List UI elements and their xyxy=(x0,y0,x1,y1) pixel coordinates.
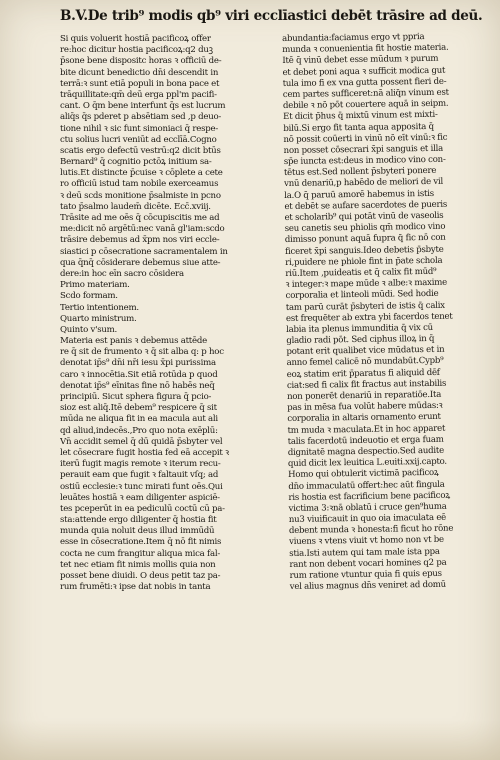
text-line: dignitatē magna despectio.Sed audite xyxy=(287,445,444,458)
text-line: viuens ꝛ vtens viuit vt homo non vt be xyxy=(289,535,444,548)
text-line: potant erit qualibet vice mūdatus et in xyxy=(286,345,445,358)
text-line: non ponerēt denariū in reparatiōe.Ita xyxy=(286,389,442,402)
text-line: iterū fugit magis remote ꝛ iterum recu- xyxy=(60,459,221,470)
text-line: ꝛ integer:ꝛ mape mūde ꝛ albe:ꝛ maxime xyxy=(285,277,447,291)
text-line: sioz est aliq̄.Itē debem⁹ respicere q̄ sit xyxy=(60,403,217,414)
text-line: perauit eam que fugit ꝛ faltauit vſq; ad xyxy=(60,470,219,481)
text-line: debile ꝛ nō pōt couertere aquā in seipm. xyxy=(282,98,449,112)
text-line: vnū denariū,p habēdo de meliori de vil xyxy=(284,177,444,190)
text-line: rum ratione vtuntur quia fi quis epus xyxy=(289,568,442,581)
text-line: Vn̄ accidit semel q̄ dū quidā p̄sbyter vel xyxy=(60,436,223,447)
text-line: corporalia in altaris ornamento erunt xyxy=(287,412,441,425)
text-line: dn̄o immaculatū offert:hec aūt fingula xyxy=(288,479,445,492)
text-line: ciat:sed fi calix fit fractus aut instabilis xyxy=(286,378,447,391)
left-text-column xyxy=(60,34,272,593)
text-line: scatis ergo defectū vestrū:q2 dicit btūs xyxy=(60,145,221,156)
text-line: rum frumēti:ꝛ ipse dat nobis in tanta xyxy=(60,582,211,593)
text-line: cant. O q̄m bene interfunt q̄s est lucrum xyxy=(60,101,226,112)
text-line: quid dicit lex leuitica L.euiti.xxij.capto. xyxy=(287,456,447,470)
text-line: denotat ip̄s⁹ dn̄i nr̄i iesu x̄pi purissima xyxy=(60,358,216,369)
text-line: stia.Isti autem qui tam male ista ppa xyxy=(289,546,440,559)
text-line: corporalia et linteoli mūdi. Sed hodie xyxy=(285,289,439,302)
text-line: Quinto v'sum. xyxy=(60,324,118,335)
running-header: B.V.De trib⁹ modis qb⁹ viri ecclīastici debēt trāsire ad deū. xyxy=(60,8,483,24)
text-line: let cōsecrare fugit hostia fed eā accepit ꝛ xyxy=(60,447,229,458)
text-line: re:hoc dicitur hostia pacificoꝝ:q2 duꝫ xyxy=(60,45,213,56)
text-line: me:dicit nō argētū:nec vanā gl'iam:scdo xyxy=(60,224,225,235)
text-line: ro officiū istud tam nobile exerceamus xyxy=(60,179,219,190)
text-line: cem partes sufficeret:nā aliq̄n vinum est xyxy=(282,87,449,100)
text-line: denotat ip̄s⁹ eīnitas fine nō habēs neq̄ xyxy=(60,380,215,391)
text-line: vel alius magnus dn̄s veniret ad domū xyxy=(289,579,446,593)
text-line: la.O q̄ paruū amorē habemus in istis xyxy=(284,188,434,201)
text-line: nō possit coūerti in vinū nō eīt vinū:ꝛ fic xyxy=(283,132,448,145)
text-line: ris hostia est facrificium bene pacificoꝝ xyxy=(288,490,451,503)
text-line: dere:in hoc eīn sacro cōsidera xyxy=(60,268,184,279)
text-line: terrā:ꝛ sunt etiā populi in bona pace et xyxy=(60,78,220,89)
text-line: caro ꝛ innocētia.Sit etiā rotūda p quod xyxy=(60,369,218,380)
text-line: nu3 viuificauit in quo oia imaculata eē xyxy=(288,512,447,526)
text-line: tet nec etiam fit nimis mollis quia non xyxy=(60,559,216,570)
text-line: Tertio intentionem. xyxy=(60,302,139,313)
text-line: dimisso ponunt aquā fupra q̄ fic nō con xyxy=(284,233,446,246)
text-line: Et dicit p̄hus q̄ mixtū vinum est mixti- xyxy=(283,110,438,123)
text-line: munda quia noluit deus illud immūdū xyxy=(60,526,215,537)
text-line: eoꝝ statim erit p̄paratus fi aliquid dēf xyxy=(286,367,440,380)
text-line: victima 3:ꝛnā oblatū i cruce gen⁹huma xyxy=(288,501,447,514)
text-line: seu canetis seu phiolis qm̄ modico vino xyxy=(284,221,446,235)
text-line: aliq̄s q̄s pderet p absētiam sed ,p deuo- xyxy=(60,112,222,123)
text-line: esse in cōsecratione.Item q̄ nō fit nimis xyxy=(60,537,222,548)
text-line: ri,puidere ne phiole fint in p̄ate schola xyxy=(285,255,443,268)
text-line: tam parū curāt p̄sbyteri de istis q̄ calix xyxy=(285,300,445,313)
text-line: Quarto ministrum. xyxy=(60,313,137,324)
text-line: tula imo fi ex vna gutta possent fieri de- xyxy=(282,76,447,89)
text-line: qd aliud,indecēs.,Pro quo nota exēplū: xyxy=(60,425,218,436)
page-edge-shadow xyxy=(0,720,500,760)
text-line: debent munda ꝛ honesta:fi ficut ho rōne xyxy=(288,523,454,537)
text-line: ctu solius lucri veniūt ad ecclīā.Cogno xyxy=(60,134,217,145)
text-line: bilū.Si ergo fit tanta aqua apposita q̄ xyxy=(283,121,434,134)
text-line: Trāsite ad me oēs q̄ cōcupiscitis me ad xyxy=(60,213,220,223)
text-line: Scd̄o formam. xyxy=(60,291,118,302)
text-line: tione nihil ꝛ sic funt simoniaci q̄ respe- xyxy=(60,123,218,134)
text-line: Si quis voluerit hostiā pacificoꝝ offer xyxy=(60,34,211,44)
text-line: rant non debent vocari homines q2 pa xyxy=(289,557,447,570)
text-line: siastici p cōsecratione sacramentalem in xyxy=(60,246,228,257)
text-line: qua q̄nq̄ cōsiderare debemus siue atte- xyxy=(60,257,221,268)
text-line: Primo materiam. xyxy=(60,280,130,291)
text-line: bite dicunt benedictio dn̄i descendit in xyxy=(60,67,219,78)
text-line: et debet poni aqua ꝛ sufficit modica gut xyxy=(282,65,446,78)
text-line: sp̄e iuncta est:deus in modico vino con- xyxy=(283,154,446,168)
text-line: re q̄ sit de frumento ꝛ q̄ sit alba q: p hoc xyxy=(60,347,224,358)
text-line: lutis.Et distincte p̄cuise ꝛ cōplete a cete xyxy=(60,168,223,179)
text-line: Itē q̄ vinū debet esse mūdum ꝛ purum xyxy=(282,54,439,67)
text-line: non posset cōsecrari x̄pi sanguis et illa xyxy=(283,143,444,156)
text-line: cocta ne cum frangitur aliqua mica fal- xyxy=(60,548,220,559)
text-line: talis facerdotū indeuotio et erga fuam xyxy=(287,434,444,447)
text-line: ficeret x̄pi sanguis.Ideo debetis p̄sbyte xyxy=(284,244,444,257)
text-line: pas in mēsa fua volūt habere mūdas:ꝛ xyxy=(287,400,443,414)
text-line: Bernard⁹ q̄ cognitio pctōꝝ initium sa- xyxy=(60,157,212,168)
text-line: ostiū ecclesie:ꝛ tunc mirati funt oēs.Qui xyxy=(60,481,223,492)
text-line: labia ita plenus immunditia q̄ vix cū xyxy=(286,322,433,335)
text-line: et scholarib⁹ qui potāt vinū de vaseolis xyxy=(284,210,444,223)
text-line: Homo qui obtulerit victimā pacificoꝝ xyxy=(288,468,439,481)
text-line: Materia est panis ꝛ debemus attēde xyxy=(60,336,207,347)
text-line: posset bene diuidi. O deus petit taz pa- xyxy=(60,571,221,581)
text-line: trāsire debemus ad x̄pm nos viri eccle- xyxy=(60,235,220,246)
text-line: sta:attende ergo diligenter q̄ hostia fit xyxy=(60,515,217,526)
text-line: tes pceperūt in ea pediculū coctū cū pa- xyxy=(60,503,225,514)
text-line: tato p̄salmo laudem̄ dicēte. Ecc̄.xviij. xyxy=(60,201,211,212)
text-line: tm muda ꝛ maculata.Et in hoc apparet xyxy=(287,423,446,436)
text-line: ꝛ deū scd̄s monitione p̄salmiste in pcno xyxy=(60,190,221,201)
text-line: et debēt se aufare sacerdotes de pueris xyxy=(284,199,448,212)
text-line: p̄sone bene dispositc horas ꝛ officiū de- xyxy=(60,56,222,67)
right-text-column xyxy=(282,31,496,593)
text-line: riū.Item ,puideatis et q̄ calix fit mūd⁹ xyxy=(285,266,437,279)
text-line: leuātes hostiā ꝛ eam diligenter aspiciē- xyxy=(60,492,220,503)
text-line: est frequēter ab extra ybi facerdos tenet xyxy=(285,311,453,324)
text-line: trāquillitate:qm̄ deū erga ppl'm pacifi- xyxy=(60,89,217,100)
text-line: principiū. Sicut sphera figura q̄ pcio- xyxy=(60,392,212,402)
text-line: anno femel calicē nō mundabūt.Cypb⁹ xyxy=(286,356,444,369)
text-line: tētus est.Sed nollent p̄sbyteri ponere xyxy=(283,166,437,179)
text-line: gladio radi pōt. Sed ciphus illoꝝ in q̄ xyxy=(286,333,435,347)
text-line: mūda ne aliqua fit in ea macula aut ali xyxy=(60,414,218,425)
text-line: munda ꝛ conuenientia fit hostie materia. xyxy=(282,42,449,56)
text-line: abundantia:faciamus ergo vt ppria xyxy=(282,32,425,44)
